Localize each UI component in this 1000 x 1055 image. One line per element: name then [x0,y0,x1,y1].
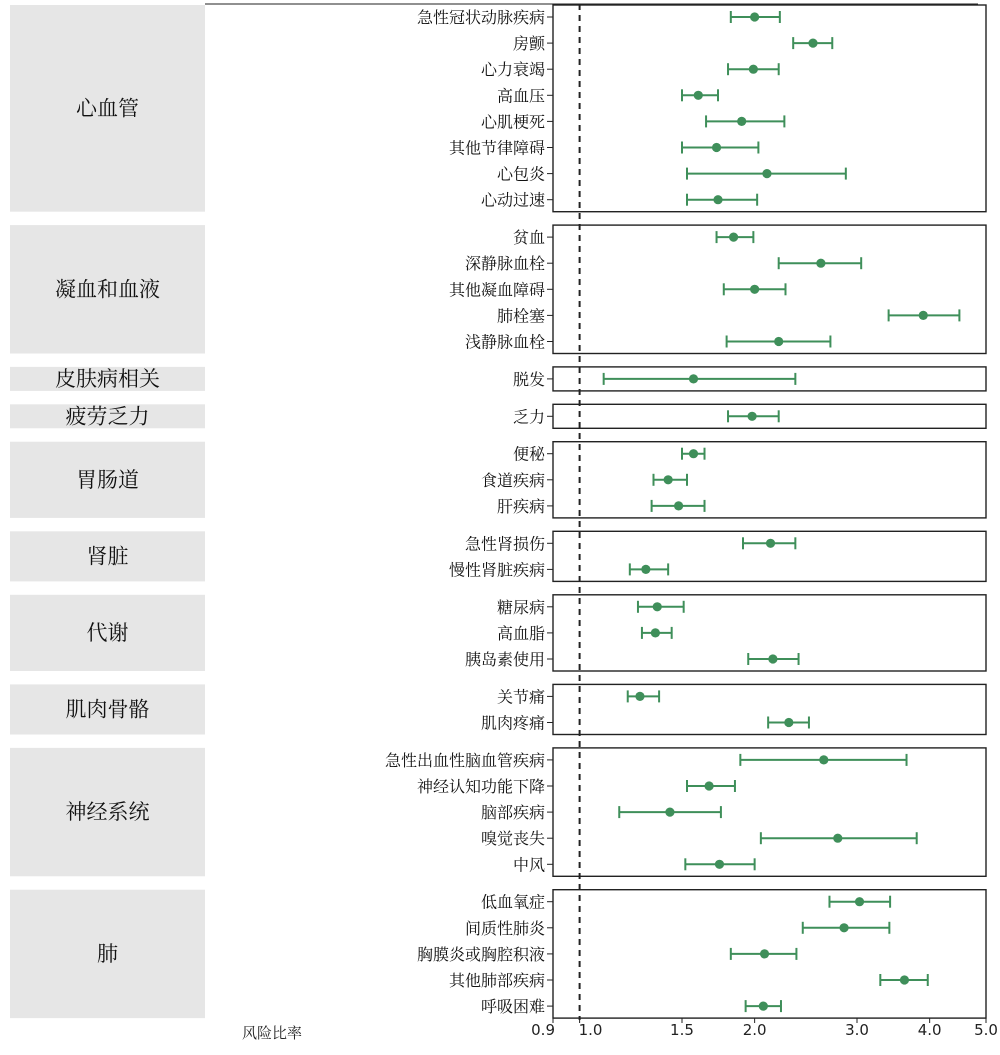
hazard-ratio-point [747,412,756,421]
hazard-ratio-point [774,337,783,346]
row-label: 心动过速 [480,190,545,210]
forest-row [481,112,784,131]
hazard-ratio-point [694,91,703,100]
category-label: 代谢 [86,620,129,645]
row-label: 关节痛 [496,687,545,707]
group-panel [553,684,986,734]
hazard-ratio-point [855,897,864,906]
forest-row [497,497,705,516]
forest-row [481,191,757,210]
x-tick-label: 5.0 [974,1021,998,1039]
row-label: 糖尿病 [496,597,545,617]
rows [385,8,959,1016]
forest-row [417,777,735,796]
hazard-ratio-point [664,475,673,484]
x-tick-label: 1.5 [670,1021,694,1039]
hazard-ratio-point [900,975,909,984]
hazard-ratio-point [729,233,738,242]
row-label: 乏力 [512,407,545,427]
group-panel [553,748,986,876]
forest-row [481,829,917,848]
group-panel [553,531,986,581]
row-label: 高血压 [496,86,545,106]
hazard-ratio-point [674,501,683,510]
hazard-ratio-point [689,374,698,383]
forest-row [497,687,659,706]
category-column [10,5,205,1018]
hazard-ratio-point [689,449,698,458]
forest-row [465,254,861,273]
hazard-ratio-point [665,808,674,817]
forest-row [481,893,890,912]
row-label: 低血氧症 [480,892,545,912]
category-label: 神经系统 [65,800,150,825]
hazard-ratio-point [766,539,775,548]
forest-row [417,945,796,964]
row-label: 其他节律障碍 [448,138,545,158]
hazard-ratio-point [762,169,771,178]
row-label: 便秘 [512,444,545,464]
x-tick-label: 4.0 [917,1021,942,1039]
row-label: 急性冠状动脉疾病 [416,8,545,27]
hazard-ratio-point [808,39,817,48]
hazard-ratio-point [651,628,660,637]
row-label: 脱发 [512,369,545,389]
row-label: 心包炎 [496,164,545,184]
hazard-ratio-point [749,65,758,74]
hazard-ratio-point [704,781,713,790]
row-label: 浅静脉血栓 [464,332,545,352]
hazard-ratio-point [816,259,825,268]
row-label: 急性出血性脑血管疾病 [384,750,545,770]
forest-row [481,714,809,733]
hazard-ratio-point [750,285,759,294]
hazard-ratio-point [759,1002,768,1011]
row-label: 胰岛素使用 [464,650,545,669]
hazard-ratio-point [760,949,769,958]
hazard-ratio-point [784,718,793,727]
hazard-ratio-point [919,311,928,320]
category-label: 肾脏 [86,544,129,569]
forest-row [481,997,781,1016]
hazard-ratio-point [768,654,777,663]
forest-row [449,280,786,299]
category-label: 肌肉骨骼 [65,697,150,722]
row-label: 呼吸困难 [480,997,545,1017]
panels [553,5,986,1018]
row-label: 肝疾病 [496,496,545,516]
hazard-ratio-point [737,117,746,126]
forest-row [465,650,799,669]
row-label: 房颤 [512,34,545,54]
forest-row [497,165,846,184]
forest-row [385,751,907,770]
row-label: 其他肺部疾病 [448,971,545,990]
hazard-ratio-point [833,834,842,843]
forest-row [513,228,753,247]
row-label: 间质性肺炎 [464,918,545,938]
forest-row [481,803,721,822]
hazard-ratio-point [750,12,759,21]
forest-row [513,370,795,389]
category-label: 肺 [97,941,118,966]
forest-row [465,333,830,352]
forest-row [513,34,832,53]
row-label: 其他凝血障碍 [448,280,545,300]
hazard-ratio-point [713,195,722,204]
row-label: 胸膜炎或胸腔积液 [416,944,545,964]
forest-row [449,971,928,990]
row-label: 肌肉疼痛 [480,713,545,733]
forest-row [481,471,687,490]
hazard-ratio-point [839,923,848,932]
category-label: 疲劳乏力 [65,404,150,429]
category-label: 心血管 [76,96,139,121]
row-label: 高血脂 [496,623,545,643]
forest-row [449,139,758,158]
x-axis-label: 风险比率 [242,1024,303,1042]
row-label: 慢性肾脏疾病 [448,560,545,580]
category-label: 皮肤病相关 [55,366,160,391]
row-label: 嗅觉丧失 [480,829,545,849]
forest-row [513,855,755,874]
hazard-ratio-point [635,692,644,701]
category-label: 胃肠道 [76,467,139,492]
group-panel [553,5,986,212]
forest-row [497,598,684,617]
forest-row [513,445,705,464]
hazard-ratio-point [653,602,662,611]
row-label: 神经认知功能下降 [416,777,545,796]
group-panel [553,442,986,518]
row-label: 中风 [512,855,545,875]
forest-row [449,560,668,579]
x-tick-label: 2.0 [742,1021,767,1039]
x-axis [531,1018,998,1039]
hazard-ratio-point [715,860,724,869]
row-label: 肺栓塞 [496,306,545,326]
forest-row [417,8,780,27]
hazard-ratio-point [712,143,721,152]
hazard-ratio-point [819,755,828,764]
forest-row [497,624,672,643]
x-tick-label: 1.0 [578,1021,603,1039]
forest-row [465,919,889,938]
forest-row [497,306,959,325]
row-label: 心肌梗死 [480,112,545,132]
forest-row [497,86,718,105]
row-label: 急性肾损伤 [464,534,545,554]
forest-row [465,534,795,553]
x-tick-label: 0.9 [531,1021,555,1039]
row-label: 食道疾病 [480,470,545,490]
row-label: 脑部疾病 [480,803,545,823]
hazard-ratio-point [641,565,650,574]
category-label: 凝血和血液 [55,277,160,302]
row-label: 贫血 [512,228,545,248]
x-tick-label: 3.0 [845,1021,869,1039]
row-label: 心力衰竭 [480,60,545,80]
forest-row [481,60,779,79]
row-label: 深静脉血栓 [464,254,545,274]
